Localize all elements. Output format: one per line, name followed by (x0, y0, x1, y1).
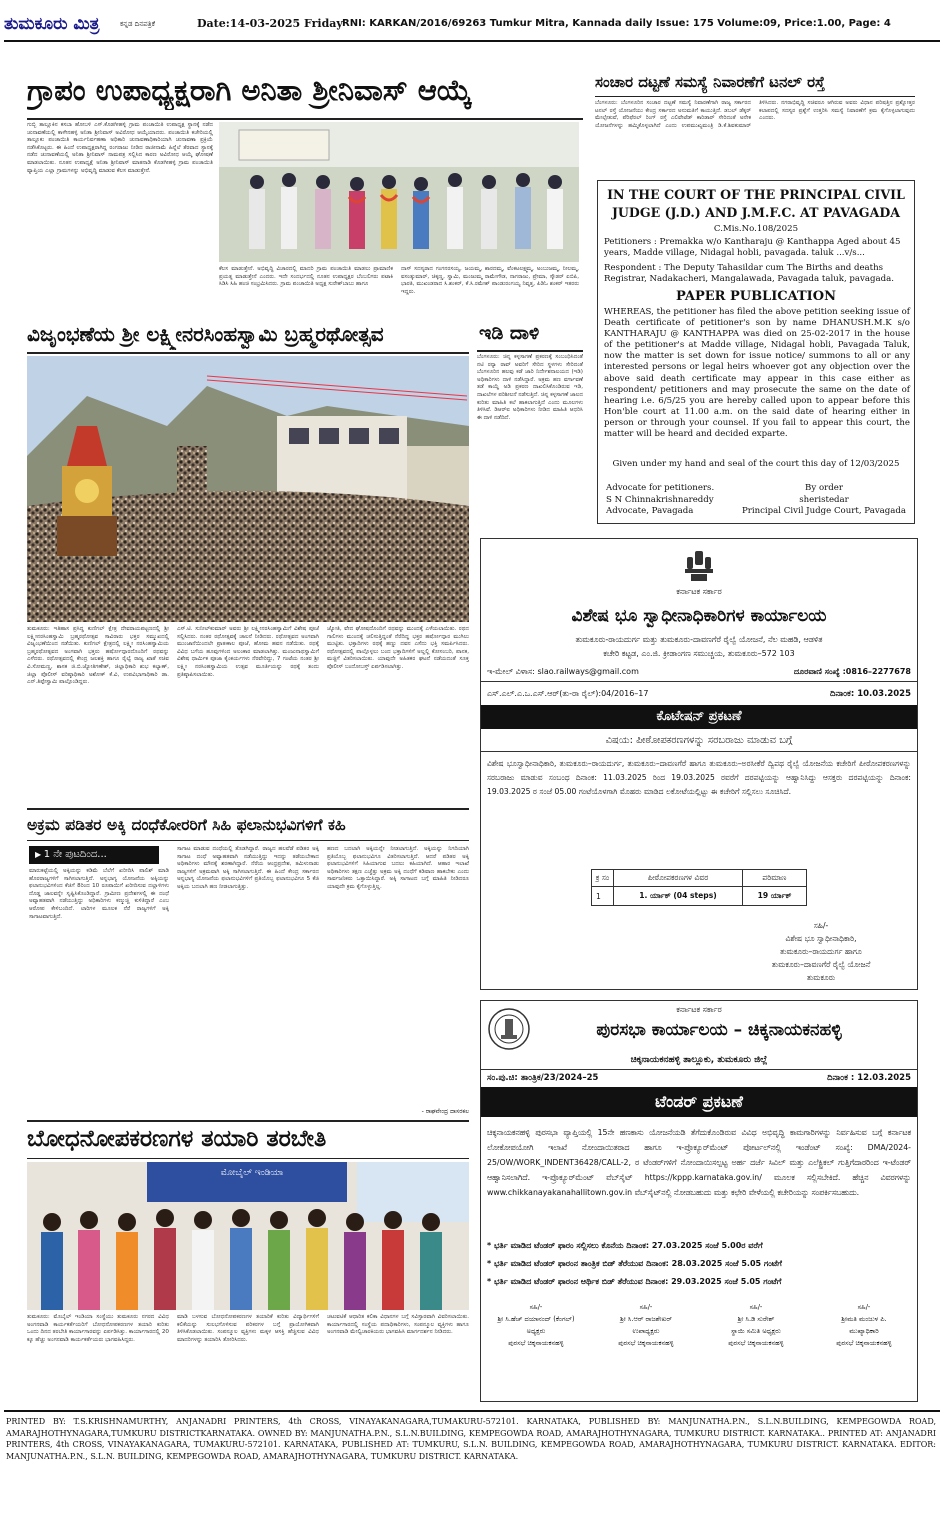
slao-email: ಇ-ಮೇಲ್ ವಿಳಾಸ: slao.railways@gmail.com (487, 667, 639, 676)
headline-rice: ಅಕ್ರಮ ಪಡಿತರ ಅಕ್ಕಿ ದಂಧೆಕೋರರಿಗೆ ಸಿಹಿ ಫಲಾನುಭವಿಗಳಿಗೆ ಕಹಿ (27, 816, 346, 834)
table-header-cell: ಪೀಠೋಪಕರಣಗಳ ವಿವರ (614, 870, 743, 887)
story-brahmarathotsava (27, 318, 469, 810)
rice-text-col3: ಹಣದ ಬದಲಾಗಿ ಅಕ್ಕಿಯನ್ನೇ ನೀಡಲಾಗುತ್ತಿದೆ. ಅಕ್ಕಿಯನ್ನು ನಿಗದಿಯಾಗಿ ಪ್ರತಿಯೊಬ್ಬ ಫಲಾನುಭವಿಗೂ ವಿತರಿಸಲಾಗುತ್ತಿದೆ. ಆದರೆ ಪಡಿತರ ಅಕ್ಕಿ ಫಲಾನುಭವಿಗಳಿಗೆ ಸಿಹಿಯಾಗುವ ಬದಲು ಕಹಿಯಾಗಿದೆ. ಆಹಾರ ಇಲಾಖೆ ಅಧಿಕಾರಿಗಳು ತಕ್ಷಣ ಎಚ್ಚೆತ್ತು ಅಕ್ರಮ ಅಕ್ಕಿ ದಂಧೆಗೆ ಕಡಿವಾಣ ಹಾಕಬೇಕು ಎಂದು ಸಾರ್ವಜನಿಕರು ಒತ್ತಾಯಿಸಿದ್ದಾರೆ. ಅಕ್ಕಿ ಸಾಗಾಟದ ಬಗ್ಗೆ ಮಾಹಿತಿ ನೀಡಿದರೂ ಯಾವುದೇ ಕ್ರಮ ಕೈಗೊಳ್ಳುತ್ತಿಲ್ಲ. (327, 846, 469, 890)
headline-rathotsava: ವಿಜೃಂಭಣೆಯ ಶ್ರೀ ಲಕ್ಷ್ಮೀನರಸಿಂಹಸ್ವಾಮಿ ಬ್ರಹ್ಮರಥೋತ್ಸವ (27, 322, 384, 346)
table-header-cell: ಪರಿಮಾಣ (743, 870, 807, 887)
table-row (592, 887, 807, 906)
slao-office-title: ವಿಶೇಷ ಭೂ ಸ್ವಾಧೀನಾಧಿಕಾರಿಗಳ ಕಾರ್ಯಾಲಯ (571, 606, 827, 626)
court-respondent: Respondent : The Deputy Tahasildar cum The Births and deaths Registrar, Nadakacheri, Mangalawada, Pavagada taluk, pavagada. (604, 263, 894, 284)
story-tunnel-text: ಬೆಂಗಳೂರು: ಬೆಂಗಳೂರಿನ ಸಂಚಾರ ದಟ್ಟಣೆ ಸಮಸ್ಯೆ ನಿವಾರಣೆಗಾಗಿ ರಾಜ್ಯ ಸರ್ಕಾರದ ಟನಲ್ ರಸ್ತೆ ಯೋಜನೆಯು ಕೇಂದ್ರ ಸರ್ಕಾರದ ಅನುಮತಿಗೆ ಕಾಯುತ್ತಿದೆ. ಡಬಲ್ ಡೆಕ್ಕರ್ ಮೇಲ್ಸೇತುವೆ, ಪೆರಿಫೆರಲ್ ರಿಂಗ್ ರಸ್ತೆ ಎಲಿವೇಟೆಡ್ ಕಾರಿಡಾರ್ ಸೇರಿದಂತೆ ಅನೇಕ ಯೋಜನೆಗಳನ್ನು ಹಮ್ಮಿಕೊಳ್ಳಲಾಗಿದೆ ಎಂದು ಉಪಮುಖ್ಯಮಂತ್ರಿ ಡಿ.ಕೆ.ಶಿವಕುಮಾರ್ ತಿಳಿಸಿದರು. ನಗರಾಭಿವೃದ್ಧಿ ಸಚಿವರೂ ಆಗಿರುವ ಅವರು ವಿಧಾನ ಪರಿಷತ್ತಿನ ಪ್ರಶ್ನೋತ್ತರ ಕಲಾಪದಲ್ಲಿ ಸದಸ್ಯರ ಪ್ರಶ್ನೆಗೆ ಉತ್ತರಿಸಿ ಸಮಸ್ಯೆ ನಿವಾರಣೆಗೆ ಕ್ರಮ ಕೈಗೊಳ್ಳಲಾಗುವುದು ಎಂದರು. (595, 100, 915, 129)
brand-subtitle: ಕನ್ನಡ ದಿನಪತ್ರಿಕೆ (120, 20, 156, 28)
table-header-row (592, 870, 807, 887)
rathotsava-text-col3: ಜ್ಯೋತಿ, ವೇದ ಘೋಷದೊಂದಿಗೆ ರಥವನ್ನು ಮುಂದಕ್ಕೆ ಎಳೆಯಲಾಯಿತು. ರಥದ ಗಾಲಿಗಳು ಮುಂದಕ್ಕೆ ಚಲಿಸುತ್ತಿದ್ದಂತೆ ನೆರೆದಿದ್ದ ಭಕ್ತರ ಹರ್ಷೋದ್ಗಾರ ಮುಗಿಲು ಮುಟ್ಟಿತು. ಭಕ್ತಾದಿಗಳು ರಥಕ್ಕೆ ಹಣ್ಣು ದವನ ಎಸೆದು ಭಕ್ತಿ ಸಮರ್ಪಿಸಿದರು. ರಥೋತ್ಸವದಲ್ಲಿ ಪಾಲ್ಗೊಳ್ಳಲು ಬಂದ ಭಕ್ತಾದಿಗಳಿಗೆ ಅಲ್ಲಲ್ಲಿ ಕೋಸಂಬರಿ, ಪಾನಕ, ಮಜ್ಜಿಗೆ ವಿತರಿಸಲಾಯಿತು. ಯಾವುದೇ ಅಹಿತಕರ ಘಟನೆ ನಡೆಯದಂತೆ ಸೂಕ್ತ ಪೊಲೀಸ್ ಬಂದೋಬಸ್ತ್ ಏರ್ಪಡಿಸಲಾಗಿತ್ತು. (327, 626, 469, 670)
teaching-text-col3: ಚಟುವಟಿಕೆ ಆಧಾರಿತ ಕಲಿಕಾ ವಿಧಾನಗಳ ಬಗ್ಗೆ ಸವಿಸ್ತಾರವಾಗಿ ವಿವರಿಸಲಾಯಿತು. ಕಾರ್ಯಾಗಾರದಲ್ಲಿ ಸಂಸ್ಥೆಯ ಪದಾಧಿಕಾರಿಗಳು, ಸಂಪನ್ಮೂಲ ವ್ಯಕ್ತಿಗಳು ಹಾಗೂ ಅಂಗನವಾಡಿ ಮೇಲ್ವಿಚಾರಕಿಯರು ಭಾಗವಹಿಸಿ ಮಾರ್ಗದರ್ಶನ ನೀಡಿದರು. (327, 1314, 469, 1336)
tender-signature-4: ಸಹಿ/- ಶ್ರೀಮತಿ ಮಂಜುಳ ಪಿ. ಮುಖ್ಯಾಧಿಕಾರಿ ಪುರಸಭೆ ಚಿಕ್ಕನಾಯಕನಹಳ್ಳಿ (836, 1303, 892, 1347)
story-ed-raid (477, 318, 583, 528)
photo-chariot-festival (27, 356, 469, 622)
slao-rule-2 (481, 751, 917, 752)
tender-sub: ಚಿಕ್ಕನಾಯಕನಹಳ್ಳಿ ತಾಲ್ಲೂಕು, ತುಮಕೂರು ಜಿಲ್ಲೆ (630, 1055, 768, 1065)
tender-notice (480, 1000, 918, 1402)
court-case-no: C.Mis.No.108/2025 (713, 224, 799, 234)
rice-top-rule (27, 808, 469, 810)
slao-date: ದಿನಾಂಕ: 10.03.2025 (830, 689, 911, 699)
rathotsava-rule (27, 352, 469, 354)
teaching-text-col1: ತುಮಕೂರು: ಮೊಬೈಲ್ ಇಂಡಿಯಾ ಸಂಸ್ಥೆಯು ತುಮಕೂರು ನಗರದ ವಿವಿಧ ಅಂಗನವಾಡಿ ಕಾರ್ಯಕರ್ತೆಯರಿಗೆ ಬೋಧನೋಪಕರಣಗಳ ತಯಾರಿ ಕುರಿತು ಒಂದು ದಿನದ ತರಬೇತಿ ಕಾರ್ಯಾಗಾರವನ್ನು ಏರ್ಪಡಿಸಿತ್ತು. ಕಾರ್ಯಾಗಾರದಲ್ಲಿ 20 ಕ್ಕೂ ಹೆಚ್ಚು ಅಂಗನವಾಡಿ ಕಾರ್ಯಕರ್ತೆಯರು ಭಾಗವಹಿಸಿದ್ದರು. (27, 1314, 169, 1343)
story-teaching-aids (27, 1120, 469, 1406)
tender-banner: ಟೆಂಡರ್ ಪ್ರಕಟಣೆ (481, 1087, 917, 1117)
rathotsava-text-col1: ತುಮಕೂರು: ಇತಿಹಾಸ ಪ್ರಸಿದ್ಧ ಕುಣಿಗಲ್ ಕ್ಷೇತ್ರ ದೇವರಾಯಪಟ್ಟಣದಲ್ಲಿ ಶ್ರೀ ಲಕ್ಷ್ಮೀನರಸಿಂಹಸ್ವಾಮಿ ಬ್ರಹ್ಮರಥೋತ್ಸವ ಸಾವಿರಾರು ಭಕ್ತರ ಸಮ್ಮುಖದಲ್ಲಿ ವಿಜೃಂಭಣೆಯಿಂದ ನಡೆಯಿತು. ಕುಣಿಗಲ್ ಕ್ಷೇತ್ರದಲ್ಲಿ ಲಕ್ಷ್ಮೀ ನರಸಿಂಹಸ್ವಾಮಿಯ ಬ್ರಹ್ಮರಥೋತ್ಸವದ ಅಂಗವಾಗಿ ಭಕ್ತರು ಹರ್ಷೋದ್ಗಾರದೊಂದಿಗೆ ರಥವನ್ನು ಎಳೆದರು. ರಥೋತ್ಸವದಲ್ಲಿ ಕೇಂದ್ರ ಜಲಶಕ್ತಿ ಹಾಗೂ ರೈಲ್ವೆ ರಾಜ್ಯ ಖಾತೆ ಸಚಿವ ವಿ.ಸೋಮಣ್ಣ, ಶಾಸಕ ಜಿ.ಬಿ.ಜ್ಯೋತಿಗಣೇಶ್, ಜಿಲ್ಲಾಧಿಕಾರಿ ಶುಭ ಕಲ್ಯಾಣ್, ಜಿಲ್ಲಾ ಪೊಲೀಸ್ ವರಿಷ್ಠಾಧಿಕಾರಿ ಅಶೋಕ್ ಕೆ.ವಿ, ಉಪವಿಭಾಗಾಧಿಕಾರಿ ಡಾ. ಎನ್.ತಿಪ್ಪೇಸ್ವಾಮಿ ಪಾಲ್ಗೊಂಡಿದ್ದರು. (27, 626, 169, 686)
karnataka-emblem-icon (679, 547, 719, 583)
training-banner-text: ಮೋಬೈಲ್ ಇಂಡಿಯಾ (220, 1168, 284, 1178)
tender-body: ಚಿಕ್ಕನಾಯಕನಹಳ್ಳಿ ಪುರಸಭಾ ವ್ಯಾಪ್ತಿಯಲ್ಲಿ 15ನೇ ಹಣಕಾಸು ಯೋಜನೆಯಡಿ ತೆಗೆದುಕೊಂಡಿರುವ ವಿವಿಧ ಅಭಿವೃದ್ಧಿ ಕಾಮಗಾರಿಗಳನ್ನು ನಿರ್ವಹಿಸುವ ಬಗ್ಗೆ ಕರ್ನಾಟಕ ಲೋಕೋಪಯೋಗಿ ಇಲಾಖೆ ನೋಂದಾಯಿತರಾದ ಹಾಗೂ ಇ-ಪ್ರೊಕ್ಯೂರ್‌ಮೆಂಟ್ ಪೋರ್ಟಲ್‌ನಲ್ಲಿ ಇಂಡೆಂಟ್ ಸಂಖ್ಯೆ: DMA/2024-25/OW/WORK_INDENT36428/CALL-2, ರ ಟೆಂಡರ್‌ಗಳಿಗೆ ನೋಂದಾಯಿಸಲ್ಪಟ್ಟ ಅರ್ಹ ದರ್ಜೆ ಸಿವಿಲ್ ಮತ್ತು ಎಲೆಕ್ಟ್ರಿಕಲ್ ಗುತ್ತಿಗೆದಾರರಿಂದ ಇ-ಟೆಂಡರ್ ಆಹ್ವಾನಿಸಲಾಗಿದೆ. ಇ-ಪ್ರೊಕ್ಯೂರ್‌ಮೆಂಟ್ ವೆಬ್‌ಸೈಟ್ https://kppp.karnataka.gov.in/ ಮೂಲಕ ಸಲ್ಲಿಸಬೇಕಿದೆ. ಹೆಚ್ಚಿನ ವಿವರಗಳನ್ನು www.chikkanayakanahallitown.gov.in ವೆಬ್‌ಸೈಟ್‌ನಲ್ಲಿ ನೋಡಬಹುದು ಮತ್ತು ಕಛೇರಿ ವೇಳೆಯಲ್ಲಿ ಕಚೇರಿಯನ್ನು ಸಂಪರ್ಕಿಸಬಹುದು. (487, 1128, 911, 1197)
group-photo-graphic (27, 1162, 469, 1310)
court-title-1: IN THE COURT OF THE PRINCIPAL CIVIL (607, 187, 905, 202)
photo-graphic (219, 122, 579, 262)
story-anitha-text-left: ಗುಬ್ಬಿ ತಾಲ್ಲೂಕಿನ ಕಸಬಾ ಹೋಬಳಿ ಎಸ್.ಕೊಡಗೀಹಳ್ಳಿ ಗ್ರಾಮ ಪಂಚಾಯಿತಿ ಉಪಾಧ್ಯಕ್ಷ ಸ್ಥಾನಕ್ಕೆ ನಡೆದ ಚುನಾವಣೆಯಲ್ಲಿ ಕಾಳೇನಹಳ್ಳಿ ಅನಿತಾ ಶ್ರೀನಿವಾಸ್ ಅವಿರೋಧ ಆಯ್ಕೆಯಾದರು. ಪಂಚಾಯಿತಿ ಕಚೇರಿಯಲ್ಲಿ ತಾಲ್ಲೂಕು ಪಂಚಾಯಿತಿ ಕಾರ್ಯನಿರ್ವಹಣಾ ಅಧಿಕಾರಿ ಚುನಾವಣಾಧಿಕಾರಿಯಾಗಿ ಚುನಾವಣಾ ಪ್ರಕ್ರಿಯೆ ನಡೆಸಿಕೊಟ್ಟರು. ಈ ಹಿಂದೆ ಉಪಾಧ್ಯಕ್ಷರಾಗಿದ್ದ ರಂಗರಾಜು ನೀಡಿದ ರಾಜೀನಾಮೆ ಹಿನ್ನೆಲೆ ತೆರವಾದ ಸ್ಥಾನಕ್ಕೆ ನಡೆದ ಚುನಾವಣೆಯಲ್ಲಿ ಅನಿತಾ ಶ್ರೀನಿವಾಸ್ ನಾಮಪತ್ರ ಸಲ್ಲಿಸಿದ ಕಾರಣ ಅವಿರೋಧ ಆಯ್ಕೆ ಘೋಷಣೆ ಮಾಡಲಾಯಿತು. ನೂತನ ಉಪಾಧ್ಯಕ್ಷೆ ಅನಿತಾ ಶ್ರೀನಿವಾಸ್ ಮಾತನಾಡಿ ಕೊಡಗೀಹಳ್ಳಿ ಗ್ರಾಮ ಪಂಚಾಯಿತಿ ವ್ಯಾಪ್ತಿಯ ಎಲ್ಲಾ ಗ್ರಾಮಗಳನ್ನು ಅಭಿವೃದ್ಧಿ ಮಾಡುವ ಕೆಲಸ ಮಾಡುತ್ತೇನೆ. (27, 122, 213, 174)
court-body: WHEREAS, the petitioner has filed the above petition seeking issue of Death certificate of petitioner's son by name DHANUSH.M.K s/o KANTHARAJU @ KANTHAPPA was died on 25-02-2017 in the house of the petitioner's at Madde village, Nidagal hobli, Pavagada Taluk, now the matter is set down for issue notice/ summons to all or any interested persons or legal heirs whoever got any objection over the above said death certificate may appear in this case either as respondent/ petitioners and may prosecute the same on the date of hearing i.e. 6/5/25 you are hereby called upon to appear before this Hon'ble court at 11.00 a.m. on the said date of hearing either in person or through your counsel. If you fail to appear this court, the matter will be heard and decided exparte. (604, 307, 910, 440)
table-header-cell: ಕ್ರ ಸಂ (592, 870, 614, 887)
story-anitha-text-mid: ಕೆಲಸ ಮಾಡುತ್ತೇನೆ. ಅಭಿವೃದ್ಧಿ ವಿಚಾರದಲ್ಲಿ ಮಾದರಿ ಗ್ರಾಮ ಪಂಚಾಯಿತಿ ಮಾಡಲು ಪ್ರಾಮಾಣಿಕ ಪ್ರಯತ್ನ ಮಾಡುತ್ತೇನೆ ಎಂದರು. ಇದೇ ಸಂದರ್ಭದಲ್ಲಿ ನೂತನ ಉಪಾಧ್ಯಕ್ಷರ ಬೆಂಬಲಿಗರು ಪಟಾಕಿ ಸಿಡಿಸಿ ಸಿಹಿ ಹಂಚಿ ಸಂಭ್ರಮಿಸಿದರು. ಗ್ರಾಮ ಪಂಚಾಯಿತಿ ಅಧ್ಯಕ್ಷ ಸುರೇಶ್‌ಬಾಬು ಹಾಗೂ (219, 266, 393, 288)
headline-anitha: ಗ್ರಾಪಂ ಉಪಾಧ್ಯಕ್ಷರಾಗಿ ಅನಿತಾ ಶ್ರೀನಿವಾಸ್ ಆಯ್ಕೆ (27, 73, 472, 107)
court-left-signature: Advocate for petitioners. S N Chinnakrishnareddy Advocate, Pavagada (606, 483, 715, 516)
rice-text-col1: ಮಾರುಕಟ್ಟೆಯಲ್ಲಿ ಅಕ್ಕಿಯನ್ನು ಕಡಿಮೆ ಬೆಲೆಗೆ ಖರೀದಿಸಿ ಪಾಲಿಶ್ ಮಾಡಿ ಹೊರರಾಜ್ಯಗಳಿಗೆ ಸಾಗಿಸಲಾಗುತ್ತಿದೆ. ಅನ್ನಭಾಗ್ಯ ಯೋಜನೆಯ ಅಕ್ಕಿಯನ್ನು ಫಲಾನುಭವಿಗಳಿಂದ ಕೆಜಿಗೆ 8ರಿಂದ 10 ರೂಪಾಯಿಗೆ ಖರೀದಿಸುವ ದಲ್ಲಾಳಿಗಳು ದೊಡ್ಡ ಜಾಲವನ್ನೇ ಸೃಷ್ಟಿಸಿಕೊಂಡಿದ್ದಾರೆ. ಗ್ರಾಮೀಣ ಪ್ರದೇಶಗಳಲ್ಲಿ ಈ ದಂಧೆ ಅವ್ಯಾಹತವಾಗಿ ನಡೆಯುತ್ತಿದ್ದು ಅಧಿಕಾರಿಗಳು ಕಣ್ಮುಚ್ಚಿ ಕುಳಿತಿದ್ದಾರೆ ಎಂಬ ಆರೋಪ ಕೇಳಿಬಂದಿದೆ. ಲಾರಿಗಳ ಮೂಲಕ ನೆರೆ ರಾಜ್ಯಗಳಿಗೆ ಅಕ್ಕಿ ಸಾಗಾಟವಾಗುತ್ತಿದೆ. (29, 868, 169, 920)
table-cell: 1. ರ್ಯಾಕ್ (04 steps) (614, 887, 743, 906)
footer-rule (4, 1410, 940, 1412)
court-paper-publication: PAPER PUBLICATION (676, 289, 836, 304)
rice-rule (27, 840, 469, 841)
slao-phone: ದೂರವಾಣಿ ಸಂಖ್ಯೆ :0816–2277678 (793, 667, 911, 676)
slao-banner: ಕೊಟೇಷನ್ ಪ್ರಕಟಣೆ (481, 705, 917, 729)
imprint-line: PRINTED BY: T.S.KRISHNAMURTHY, ANJANADRI PRINTERS, 4th CROSS, VINAYAKANAGARA,TUMAKURU-572101. KARNATAKA, PUBLISHED BY: MANJUNATHA.P.N., S.L.N.BUILDING, KEMPEGOWDA ROAD, AMARAJHOTHYNAGARA,TUMKURU DISTRICTKARNATAKA. OWNED BY: MANJUNATHA.P.N., S.L.N.BUILDING, KEMPEGOWDA ROAD, AMARAJHOTHYNAGARA, TUMKURU DISTRICT. KARNATAKA.. PRINTED AT: ANJANADRI PRINTERS, 4th CROSS, VINAYAKANAGARA, TUMAKURU-572101. KARNATAKA, PUBLISHED AT: TUMKURU, S.L.N. BUILDING, KEMPEGOWDA ROAD, AMARAJHOTHYNAGARA, TUMKURU DISTRICT. KARNATAKA. EDITOR: MANJUNATHA.P.N., S.L.N. BUILDING, KEMPEGOWDA ROAD, AMARAJHOTHYNAGARA, TUMKURU DISTRICT. KARNATAKA. (6, 1417, 936, 1461)
tender-ref: ಸಂ.ಪು.ಚಿ: ತಾಂತ್ರಿಕ/23/2024–25 (487, 1073, 599, 1083)
issue-info: RNI: KARKAN/2016/69263 Tumkur Mitra, Kannada daily Issue: 175 Volume:09, Price:1.00, Page: 4 (342, 18, 891, 29)
rathotsava-text-col2: ಎಸ್.ಟಿ. ಸುನೀಲ್‌ಕುಮಾರ್ ಅವರು ಶ್ರೀ ಲಕ್ಷ್ಮೀನರಸಿಂಹಸ್ವಾಮಿಗೆ ವಿಶೇಷ ಪೂಜೆ ಸಲ್ಲಿಸಿದರು. ನಂತರ ರಥೋತ್ಸವಕ್ಕೆ ಚಾಲನೆ ನೀಡಿದರು. ರಥೋತ್ಸವದ ಅಂಗವಾಗಿ ಮುಂಜಾನೆಯಿಂದಲೇ ಪ್ರಾತಃಕಾಲ ಪೂಜೆ, ಹೋಮ ಹವನ ನಡೆಯಿತು. ರಥಕ್ಕೆ ವಿವಿಧ ಬಗೆಯ ಹೂವುಗಳಿಂದ ಅಲಂಕಾರ ಮಾಡಲಾಗಿತ್ತು. ಮಂಜುನಾಥಸ್ವಾಮಿಗೆ ವಿಶೇಷ ಧಾರ್ಮಿಕ ಪೂಜಾ ಕೈಂಕರ್ಯಗಳು ನೆರವೇರಿದ್ದು, 7 ಗಂಟೆಯ ನಂತರ ಶ್ರೀ ಲಕ್ಷ್ಮೀ ನರಸಿಂಹಸ್ವಾಮಿಯ ಉತ್ಸವ ಮೂರ್ತಿಯನ್ನು ರಥಕ್ಕೆ ತಂದು ಪ್ರತಿಷ್ಠಾಪಿಸಲಾಯಿತು. (177, 626, 319, 678)
slao-body: ವಿಶೇಷ ಭೂಸ್ವಾಧೀನಾಧಿಕಾರಿ, ತುಮಕೂರು–ರಾಯದುರ್ಗ, ತುಮಕೂರು–ದಾವಣಗೆರೆ ಹಾಗೂ ತುಮಕೂರು–ಅರಸೀಕೆರೆ ದ್ವಿಪಥ ರೈಲ್ವೆ ಯೋಜನೆಯ ಕಚೇರಿಗೆ ಪೀಠೋಪಕರಣಗಳನ್ನು ಸರಬರಾಜು ಮಾಡುವ ಸಂಬಂಧ ದಿನಾಂಕ: 11.03.2025 ರಿಂದ 19.03.2025 ರವರೆಗೆ ದರಪಟ್ಟಿಯನ್ನು ಆಹ್ವಾನಿಸಿದ್ದು ಆಸಕ್ತರು ದರಪಟ್ಟಿಯನ್ನು ದಿನಾಂಕ: 19.03.2025 ರ ಸಂಜೆ 05.00 ಗಂಟೆಯೊಳಗಾಗಿ ಮೊಹರು ಮಾಡಿದ ಲಕೋಟೆಯಲ್ಲಿಟ್ಟು ಈ ಕಚೇರಿಗೆ ಸಲ್ಲಿಸಲು ಸೂಚಿಸಿದೆ. (487, 759, 911, 796)
slao-govt: ಕರ್ನಾಟಕ ಸರ್ಕಾರ (676, 587, 722, 596)
photo-anitha-felicitation (219, 122, 579, 262)
slao-address-2: ಕಚೇರಿ ಕಟ್ಟಡ, ಎಂ.ಜಿ. ಕ್ರೀಡಾಂಗಣ ಸಮುಚ್ಚಯ, ತುಮಕೂರು–572 103 (603, 649, 795, 658)
rice-text-col2: ಸಾಗಾಟ ಮಾಡುವ ದಂಧೆಯಲ್ಲಿ ತೊಡಗಿದ್ದಾರೆ. ರಾಜ್ಯದ ಹಲವೆಡೆ ಪಡಿತರ ಅಕ್ಕಿ ಸಾಗಾಟ ದಂಧೆ ಅವ್ಯಾಹತವಾಗಿ ನಡೆಯುತ್ತಿದ್ದು ಇದನ್ನು ತಡೆಯಬೇಕಾದ ಅಧಿಕಾರಿಗಳು ಮೌನಕ್ಕೆ ಶರಣಾಗಿದ್ದಾರೆ. ನೆರೆಯ ಆಂಧ್ರಪ್ರದೇಶ, ತಮಿಳುನಾಡು ರಾಜ್ಯಗಳಿಗೆ ಅಕ್ರಮವಾಗಿ ಅಕ್ಕಿ ಸಾಗಿಸಲಾಗುತ್ತಿದೆ. ಈ ಹಿಂದೆ ಕೇಂದ್ರ ಸರ್ಕಾರದ ಅನ್ನಭಾಗ್ಯ ಯೋಜನೆಯ ಫಲಾನುಭವಿಗಳಿಗೆ ಪ್ರತಿಯೊಬ್ಬ ಫಲಾನುಭವಿಗೂ 5 ಕೆಜಿ ಅಕ್ಕಿಯ ಬದಲಾಗಿ ಹಣ ನೀಡಲಾಗುತ್ತಿತ್ತು. (177, 846, 319, 890)
table-cell: 19 ರ್ಯಾಕ್ (743, 887, 807, 906)
tender-date: ದಿನಾಂಕ : 12.03.2025 (827, 1073, 911, 1083)
tunnel-rule (595, 96, 915, 97)
issue-date: Date:14-03-2025 Friday (197, 17, 343, 30)
headline-rule (27, 118, 583, 120)
slao-ref: ಎಸ್.ಎಲ್.ಎ.ಒ.ಎಸ್.ಆರ್(ತು-ರಾ ರೈಲ್):04/2016–17 (487, 689, 649, 698)
brand-logo (4, 14, 99, 34)
headline-tunnel: ಸಂಚಾರ ದಟ್ಟಣೆ ಸಮಸ್ಯೆ ನಿವಾರಣೆಗೆ ಟನಲ್ ರಸ್ತೆ (595, 73, 825, 91)
tender-signature-2: ಸಹಿ/- ಶ್ರೀ ಸಿ.ಆರ್ ರಾಜಶೇಖರ್ ಉಪಾಧ್ಯಕ್ಷರು ಪುರಸಭೆ ಚಿಕ್ಕನಾಯಕನಹಳ್ಳಿ (618, 1303, 674, 1347)
tender-signature-3: ಸಹಿ/- ಶ್ರೀ ಸಿ.ಡಿ ಸುರೇಶ್ ಸ್ಥಾಯಿ ಸಮಿತಿ ಅಧ್ಯಕ್ಷರು ಪುರಸಭೆ ಚಿಕ್ಕನಾಯಕನಹಳ್ಳಿ (728, 1303, 784, 1347)
slao-signature: ಸಹಿ/- ವಿಶೇಷ ಭೂ ಸ್ವಾಧೀನಾಧಿಕಾರಿ, ತುಮಕೂರು–ರಾಯದುರ್ಗ ಹಾಗೂ ತುಮಕೂರು–ದಾವಣಗೆರೆ ರೈಲ್ವೆ ಯೋಜನೆ ತುಮಕೂರು (771, 921, 871, 982)
teaching-rule (27, 1158, 469, 1159)
court-right-signature: By order sheristedar Principal Civil Judge Court, Pavagada (741, 483, 907, 516)
photo-training-group (27, 1162, 469, 1310)
ed-raid-rule (477, 350, 583, 352)
story-anitha-text-right: ದಾಸ್ ಸದಸ್ಯರಾದ ಗಂಗನರಸಯ್ಯ, ಜಯಮ್ಮ, ಶಾರದಮ್ಮ, ವೆಂಕಟಲಕ್ಷ್ಮಮ್ಮ, ಅಂಬುಜಮ್ಮ, ನೀಲಮ್ಮ, ವಸಂತ್ಕುಮಾರ್, ಚಿಕ್ಕಣ್ಣ, ಸ್ವಾಮಿ, ಮಂಜುಮ್ಮ ರಾಮೇಗೌಡ, ನಾಗರಾಜು, ಪ್ರೇಮಾ, ಸ್ಕೌಡರ್ ಏಬಿಪಿ, ಭಾರತಿ, ಮುಖಂಡರಾದ ಸಿ.ಶಂಕರ್, ಕೆ.ಸಿ.ರಮೇಶ್ ಪಾಂಡುರಂಗಯ್ಯ ನಿವೃತ್ತ, ಪಿಡಿಓ ಶಂಕರ್ ಇತರರು ಇದ್ದರು. (401, 266, 579, 295)
slao-table (591, 869, 807, 906)
tender-bullet-2: * ಭರ್ತಿ ಮಾಡಿದ ಟೆಂಡರ್ ಫಾರಂನ ತಾಂತ್ರಿಕ ಬಿಡ್ ತೆರೆಯುವ ದಿನಾಂಕ: 28.03.2025 ಸಂಜೆ 5.05 ಗಂಟೆಗೆ (487, 1259, 782, 1268)
crowd-photo-graphic (27, 356, 469, 622)
tender-signature-1: ಸಹಿ/- ಶ್ರೀ ಸಿ.ಹೆಚ್ ದಯಾನಂದ್ (ಕೆಂಗಲ್) ಅಧ್ಯಕ್ಷರು ಪುರಸಭೆ ಚಿಕ್ಕನಾಯಕನಹಳ್ಳಿ (497, 1303, 575, 1347)
tender-bullet-1: * ಭರ್ತಿ ಮಾಡಿದ ಟೆಂಡರ್ ಫಾರಂ ಸಲ್ಲಿಸಲು ಕೊನೆಯ ದಿನಾಂಕ: 27.03.2025 ಸಂಜೆ 5.00ರ ವರೆಗೆ (487, 1241, 763, 1250)
tender-govt: ಕರ್ನಾಟಕ ಸರ್ಕಾರ (676, 1005, 722, 1014)
headline-ed-raid: ಇಡಿ ದಾಳಿ (479, 322, 540, 344)
brand-name: ತುಮಕೂರು ಮಿತ್ರ (4, 14, 100, 34)
court-given: Given under my hand and seal of the court this day of 12/03/2025 (612, 459, 900, 469)
tender-rule (481, 1069, 917, 1070)
slao-subject: ವಿಷಯ: ಪೀಠೋಪಕರಣಗಳನ್ನು ಸರಬರಾಜು ಮಾಡುವ ಬಗ್ಗೆ (605, 735, 793, 746)
teaching-text-col2: ಮಾಡಿ ಬಳಸುವ ಬೋಧನೋಪಕರಣಗಳ ತಯಾರಿಕೆ ಕುರಿತು ವಿದ್ಯಾರ್ಥಿಗಳಿಗೆ ಕಲಿಕೆಯನ್ನು ಸುಲಭಗೊಳಿಸುವ ಪರಿಕರಗಳ ಬಗ್ಗೆ ಪ್ರಾಯೋಗಿಕವಾಗಿ ತಿಳಿಸಿಕೊಡಲಾಯಿತು. ಸಂಪನ್ಮೂಲ ವ್ಯಕ್ತಿಗಳು ಮಕ್ಕಳ ಆಸಕ್ತಿ ಹೆಚ್ಚಿಸುವ ವಿವಿಧ ಮಾದರಿಗಳನ್ನು ತಯಾರಿಸಿ ತೋರಿಸಿದರು. (177, 1314, 319, 1343)
masthead-rule (4, 40, 940, 42)
continued-label: 1 ನೇ ಪುಟದಿಂದ... (43, 849, 107, 860)
slao-quotation-notice (480, 538, 918, 990)
court-petitioners: Petitioners : Premakka w/o Kantharaju @ Kanthappa Aged about 45 years, Madde village, Nidagal hobli, pavagada. taluk ...v/s... (604, 237, 901, 258)
play-triangle-icon: ▶ (35, 850, 44, 859)
tender-office-title: ಪುರಸಭಾ ಕಾರ್ಯಾಲಯ – ಚಿಕ್ಕನಾಯಕನಹಳ್ಳಿ (596, 1020, 842, 1040)
court-notice (597, 180, 915, 524)
slao-rule (481, 681, 917, 682)
rice-byline: - ರಾಘವೇಂದ್ರ ದಾಸರಕಲ (421, 1108, 469, 1115)
slao-address-1: ತುಮಕೂರು-ರಾಯದುರ್ಗ ಮತ್ತು ತುಮಕೂರು-ದಾವಣಗೆರೆ ರೈಲ್ವೆ ಯೋಜನೆ, ನೆಲ ಮಹಡಿ, ಆಡಳಿತ (575, 635, 823, 644)
headline-teaching: ಬೋಧನೋಪಕರಣಗಳ ತಯಾರಿ ತರಬೇತಿ (27, 1126, 327, 1152)
tender-bullet-3: * ಭರ್ತಿ ಮಾಡಿದ ಟೆಂಡರ್ ಫಾರಂನ ಆರ್ಥಿಕ ಬಿಡ್ ತೆರೆಯುವ ದಿನಾಂಕ: 29.03.2025 ಸಂಜೆ 5.05 ಗಂಟೆಗೆ (487, 1277, 782, 1286)
ed-raid-text: ಬೆಂಗಳೂರು: ಚಿನ್ನ ಕಳ್ಳಸಾಗಣೆ ಪ್ರಕರಣಕ್ಕೆ ಸಂಬಂಧಿಸಿದಂತೆ ನಟಿ ರನ್ಯಾ ರಾವ್ ಅವರಿಗೆ ಸೇರಿದ ಸ್ಥಳಗಳು ಸೇರಿದಂತೆ ಬೆಂಗಳೂರಿನ ಹಲವು ಕಡೆ ಜಾರಿ ನಿರ್ದೇಶನಾಲಯದ (ಇಡಿ) ಅಧಿಕಾರಿಗಳು ದಾಳಿ ನಡೆಸಿದ್ದಾರೆ. ಅಕ್ರಮ ಹಣ ವರ್ಗಾವಣೆ ತಡೆ ಕಾಯ್ದೆ ಅಡಿ ಪ್ರಕರಣ ದಾಖಲಿಸಿಕೊಂಡಿರುವ ಇಡಿ, ದಾಖಲೆಗಳ ಪರಿಶೀಲನೆ ನಡೆಸುತ್ತಿದೆ. ಚಿನ್ನ ಕಳ್ಳಸಾಗಣೆ ಜಾಲದ ಕುರಿತು ಮಾಹಿತಿ ಕಲೆ ಹಾಕಲಾಗುತ್ತಿದೆ ಎಂದು ಮೂಲಗಳು ತಿಳಿಸಿವೆ. ಡಿಆರ್‌ಐ ಅಧಿಕಾರಿಗಳು ನೀಡಿದ ಮಾಹಿತಿ ಆಧರಿಸಿ ಈ ದಾಳಿ ನಡೆದಿದೆ. (477, 354, 583, 421)
masthead (4, 8, 940, 40)
table-cell: 1 (592, 887, 614, 906)
story-tunnel (595, 70, 915, 174)
story-anitha (27, 74, 583, 312)
court-title-2: JUDGE (J.D.) AND J.M.F.C. AT PAVAGADA (611, 205, 901, 220)
continued-tag (29, 846, 159, 864)
story-rice-racket (27, 808, 469, 1120)
